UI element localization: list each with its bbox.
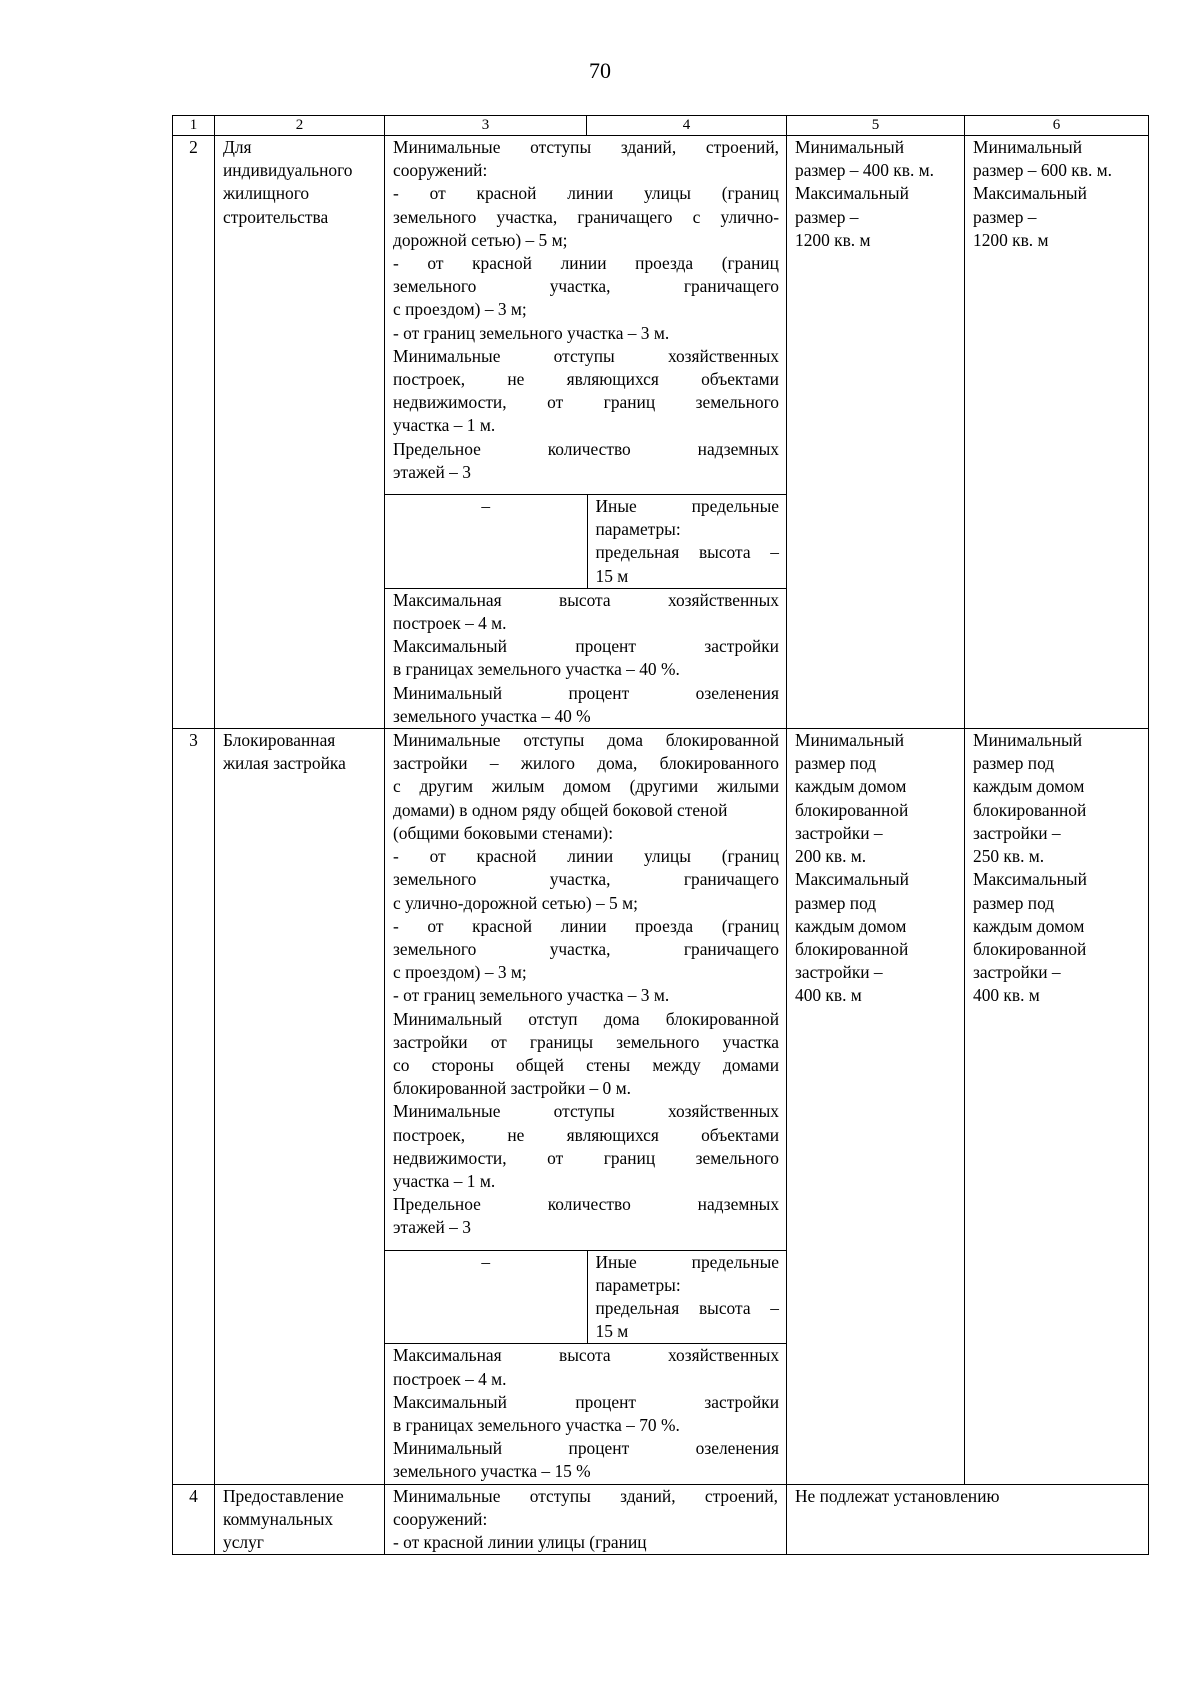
row-number: 2 xyxy=(173,136,215,729)
text-line: 15 м xyxy=(595,565,629,586)
text-line: со стороны общей стены между домами xyxy=(393,1054,780,1075)
not-established-cell: Не подлежат установлению xyxy=(787,1484,1149,1555)
setbacks-text xyxy=(385,1484,787,1555)
text-line: застройки – жилого дома, блокированного xyxy=(393,753,780,774)
text-line: Минимальные отступы зданий, строений, xyxy=(393,1485,778,1506)
text-line: построек – 4 м. xyxy=(393,613,507,634)
text-line: Минимальные отступы хозяйственных xyxy=(393,345,779,366)
other-limits-text xyxy=(587,495,787,589)
text-line: каждым домом xyxy=(795,776,907,797)
text-line: недвижимости, от границ земельного xyxy=(393,392,779,413)
text-line: размер – xyxy=(973,206,1037,227)
text-line: в границах земельного участка – 40 %. xyxy=(393,659,680,680)
text-line: индивидуального xyxy=(223,160,353,181)
text-line: участка – 1 м. xyxy=(393,1170,496,1191)
text-line: блокированной xyxy=(973,938,1087,959)
text-line: блокированной xyxy=(973,799,1087,820)
text-line: Предельное количество надземных xyxy=(393,438,779,459)
text-line: Минимальный xyxy=(795,137,905,157)
text-line: 400 кв. м xyxy=(795,985,862,1006)
text-line: размер под xyxy=(973,753,1055,774)
text-line: земельного участка, граничащего xyxy=(393,938,780,959)
page-number: 70 xyxy=(589,58,611,83)
text-line: Предельное количество надземных xyxy=(393,1194,780,1215)
text-line: блокированной застройки – 0 м. xyxy=(393,1078,631,1099)
text-line: земельного участка – 40 % xyxy=(393,705,591,726)
text-line: размер под xyxy=(795,753,877,774)
text-line: застройки – xyxy=(795,962,883,983)
header-cell: 3 xyxy=(385,116,587,136)
text-line: параметры: xyxy=(595,519,681,540)
text-line: - от красной линии проезда (границ xyxy=(393,915,780,936)
text-line: - от границ земельного участка – 3 м. xyxy=(393,322,670,343)
min-max-size-cell xyxy=(965,729,1149,1485)
row-number: 4 xyxy=(173,1484,215,1555)
use-type-cell xyxy=(215,136,385,729)
text-line: (общими боковыми стенами): xyxy=(393,822,614,843)
text-line: участка – 1 м. xyxy=(393,415,496,436)
text-line: Иные предельные xyxy=(595,496,779,517)
text-line: Минимальный xyxy=(795,730,905,751)
build-limits-text xyxy=(385,1344,787,1484)
text-line: Блокированная xyxy=(223,730,336,751)
text-line: в границах земельного участка – 70 %. xyxy=(393,1414,680,1435)
min-max-size-cell xyxy=(787,136,965,729)
header-cell: 1 xyxy=(173,116,215,136)
text-line: с проездом) – 3 м; xyxy=(393,299,527,320)
use-type-cell xyxy=(215,729,385,1485)
text-line: застройки – xyxy=(973,822,1061,843)
text-line: 1200 кв. м xyxy=(973,229,1049,250)
header-cell: 4 xyxy=(587,116,787,136)
header-cell: 6 xyxy=(965,116,1149,136)
text-line: Минимальный xyxy=(973,730,1083,751)
table-row xyxy=(173,1484,1149,1555)
text-line: 250 кв. м. xyxy=(973,846,1045,867)
min-max-size-cell xyxy=(965,136,1149,729)
text-line: 15 м xyxy=(595,1321,629,1342)
text-line: коммунальных xyxy=(223,1508,334,1529)
text-line: предельная высота – xyxy=(595,542,779,563)
text-line: Минимальный процент озеленения xyxy=(393,1438,780,1459)
text-line: Минимальные отступы зданий, строений, xyxy=(393,137,779,157)
text-line: построек, не являющихся объектами xyxy=(393,369,779,390)
text-line: земельного участка, граничащего с улично- xyxy=(393,206,779,227)
text-line: - от красной линии улицы (границ xyxy=(393,846,780,867)
text-line: блокированной xyxy=(795,938,909,959)
regulations-table xyxy=(172,115,1149,1555)
text-line: размер – xyxy=(795,206,859,227)
text-line: размер – 400 кв. м. xyxy=(795,160,934,181)
use-type-cell xyxy=(215,1484,385,1555)
text-line: дорожной сетью) – 5 м; xyxy=(393,229,568,250)
text-line: Максимальная высота хозяйственных xyxy=(393,589,779,610)
text-line: - от красной линии проезда (границ xyxy=(393,253,779,274)
text-line: Минимальный xyxy=(973,137,1083,157)
text-line: домами) в одном ряду общей боковой стеной xyxy=(393,799,728,820)
text-line: застройки – xyxy=(795,822,883,843)
text-line: каждым домом xyxy=(973,915,1085,936)
text-line: Максимальный xyxy=(795,869,909,890)
text-line: Максимальный процент застройки xyxy=(393,1391,780,1412)
parameters-cell xyxy=(385,136,787,729)
text-line: этажей – 3 xyxy=(393,461,471,482)
text-line: сооружений: xyxy=(393,1508,488,1529)
text-line: Максимальный процент застройки xyxy=(393,636,779,657)
text-line: Максимальный xyxy=(795,183,909,204)
dash-cell: – xyxy=(385,495,587,589)
header-cell: 2 xyxy=(215,116,385,136)
text-line: размер под xyxy=(795,892,877,913)
text-line: размер – 600 кв. м. xyxy=(973,160,1112,181)
setbacks-text xyxy=(385,136,787,495)
text-line: земельного участка – 15 % xyxy=(393,1461,591,1482)
text-line: застройки – xyxy=(973,962,1061,983)
text-line: блокированной xyxy=(795,799,909,820)
table-row xyxy=(173,136,1149,729)
header-cell: 5 xyxy=(787,116,965,136)
text-line: Минимальный отступ дома блокированной xyxy=(393,1008,780,1029)
text-line: предельная высота – xyxy=(595,1297,780,1318)
text-line: Минимальные отступы хозяйственных xyxy=(393,1101,780,1122)
min-max-size-cell xyxy=(787,729,965,1485)
text-line: 1200 кв. м xyxy=(795,229,871,250)
text-line: с улично-дорожной сетью) – 5 м; xyxy=(393,892,638,913)
text-line: построек, не являющихся объектами xyxy=(393,1124,780,1145)
text-line: Предоставление xyxy=(223,1485,344,1506)
text-line: земельного участка, граничащего xyxy=(393,869,780,890)
text-line: каждым домом xyxy=(973,776,1085,797)
text-line: - от красной линии улицы (границ xyxy=(393,183,779,204)
text-line: Минимальные отступы дома блокированной xyxy=(393,730,780,751)
text-line: Для xyxy=(223,137,252,157)
text-line: размер под xyxy=(973,892,1055,913)
text-line: земельного участка, граничащего xyxy=(393,276,779,297)
text-line: недвижимости, от границ земельного xyxy=(393,1147,780,1168)
text-line: Иные предельные xyxy=(595,1251,780,1272)
text-line: строительства xyxy=(223,206,329,227)
header-row xyxy=(173,116,1149,136)
text-line: жилая застройка xyxy=(223,753,346,774)
text-line: 400 кв. м xyxy=(973,985,1040,1006)
text-line: услуг xyxy=(223,1531,264,1552)
text-line: Максимальный xyxy=(973,183,1087,204)
text-line: сооружений: xyxy=(393,160,488,181)
text-line: каждым домом xyxy=(795,915,907,936)
setbacks-text xyxy=(385,729,787,1250)
row-number: 3 xyxy=(173,729,215,1485)
text-line: Минимальный процент озеленения xyxy=(393,682,779,703)
other-limits-text xyxy=(587,1250,787,1344)
dash-cell: – xyxy=(385,1250,587,1344)
text-line: 200 кв. м. xyxy=(795,846,867,867)
text-line: Максимальная высота хозяйственных xyxy=(393,1345,780,1366)
text-line: Максимальный xyxy=(973,869,1087,890)
text-line: - от границ земельного участка – 3 м. xyxy=(393,985,670,1006)
text-line: - от красной линии улицы (границ xyxy=(393,1531,647,1552)
text-line: застройки от границы земельного участка xyxy=(393,1031,780,1052)
text-line: с проездом) – 3 м; xyxy=(393,962,527,983)
parameters-cell xyxy=(385,729,787,1485)
text-line: этажей – 3 xyxy=(393,1217,471,1238)
text-line: жилищного xyxy=(223,183,310,204)
text-line: параметры: xyxy=(595,1274,681,1295)
table-row xyxy=(173,729,1149,1485)
text-line: с другим жилым домом (другими жилыми xyxy=(393,776,780,797)
build-limits-text xyxy=(385,588,787,728)
text-line: построек – 4 м. xyxy=(393,1368,507,1389)
